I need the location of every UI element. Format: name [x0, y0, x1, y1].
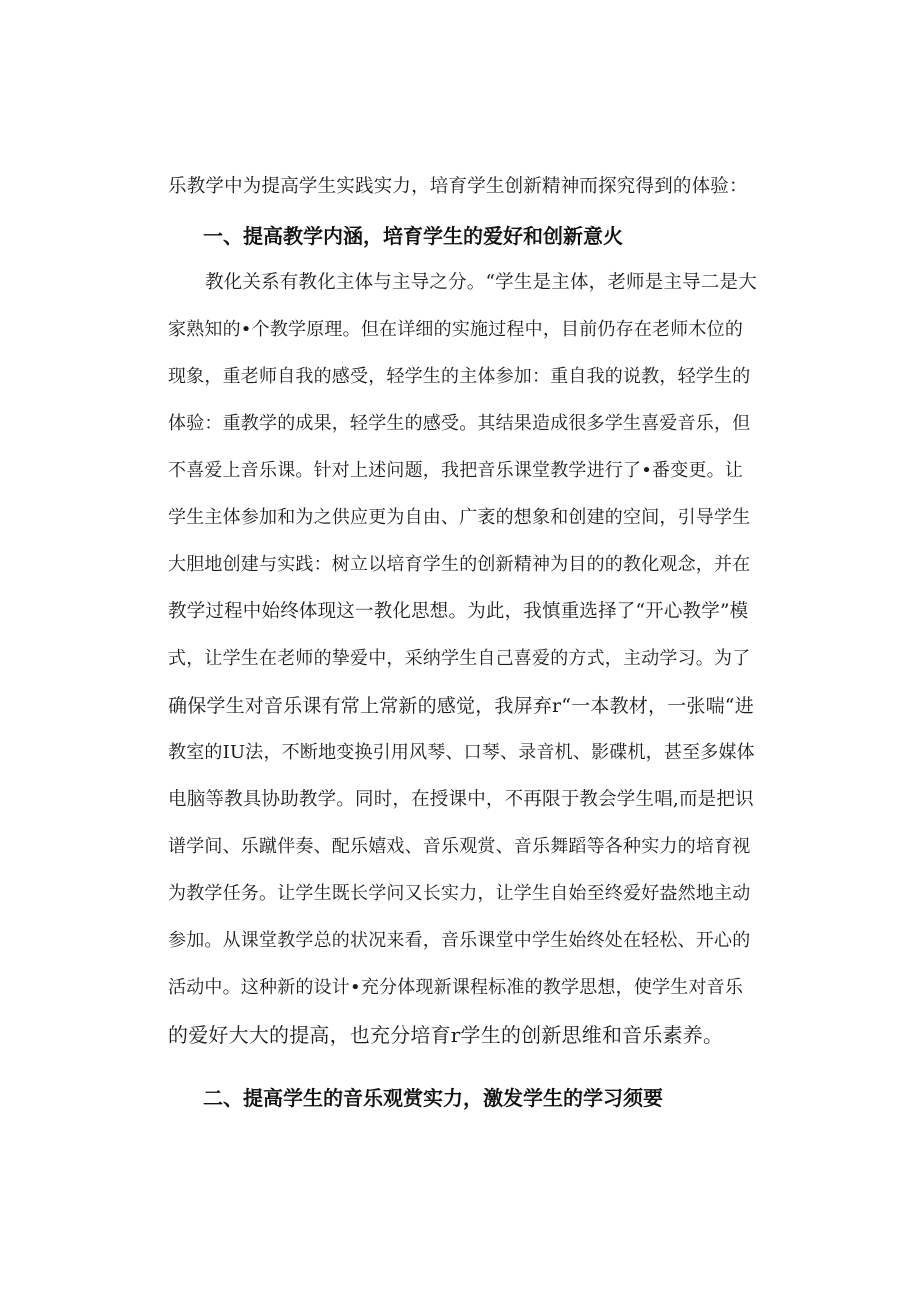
paragraph-line: 体验：重教学的成果，轻学生的感受。其结果造成很多学生喜爱音乐，但 — [168, 413, 751, 434]
paragraph-line: 活动中。这种新的设计•充分体现新课程标准的教学思想，使学生对音乐 — [168, 977, 744, 998]
paragraph-line: 学生主体参加和为之供应更为自由、广袤的想象和创建的空间，引导学生 — [168, 507, 751, 528]
paragraph-line: 电脑等教具协助教学。同时，在授课中，不再限于教会学生唱,而是把识 — [168, 789, 754, 810]
paragraph-line: 不喜爱上音乐课。针对上述问题，我把音乐课堂教学进行了•番变更。让 — [168, 460, 744, 481]
paragraph-line: 教室的IU法，不断地变换引用风琴、口琴、录音机、影碟机，甚至多媒体 — [168, 742, 755, 763]
intro-line: 乐教学中为提高学生实践实力，培育学生创新精神而探究得到的体验： — [168, 176, 748, 197]
paragraph-line: 教化关系有教化主体与主导之分。“学生是主体，老师是主导二是大 — [205, 272, 757, 293]
paragraph-line: 家熟知的•个教学原理。但在详细的实施过程中，目前仍存在老师木位的 — [168, 319, 744, 340]
paragraph-line: 现象，重老师自我的感受，轻学生的主体参加：重自我的说教，轻学生的 — [168, 366, 751, 387]
paragraph-line: 大胆地创建与实践：树立以培育学生的创新精神为目的的教化观念，并在 — [168, 554, 751, 575]
section-1-heading: 一、提高教学内涵，培育学生的爱好和创新意火 — [203, 224, 623, 248]
paragraph-line: 谱学间、乐蹴伴奏、配乐嬉戏、音乐观赏、音乐舞蹈等各种实力的培育视 — [168, 836, 751, 857]
paragraph-line: 为教学任务。让学生既长学问又长实力，让学生自始至终爱好盎然地主动 — [168, 883, 751, 904]
paragraph-line: 式，让学生在老师的挚爱中，采纳学生自己喜爱的方式，主动学习。为了 — [168, 648, 751, 669]
paragraph-line: 的爱好大大的提高，也充分培育r学生的创新思维和音乐素养。 — [168, 1023, 724, 1047]
paragraph-line: 参加。从课堂教学总的状况来看，音乐课堂中学生始终处在轻松、开心的 — [168, 930, 751, 951]
paragraph-line: 确保学生对音乐课有常上常新的感觉，我屏弃r“一本教材，一张喘“进 — [168, 695, 754, 717]
paragraph-line: 教学过程中始终体现这一教化思想。为此，我慎重选择了“开心教学”模 — [168, 601, 749, 622]
section-2-heading: 二、提高学生的音乐观赏实力，激发学生的学习须要 — [203, 1086, 663, 1110]
